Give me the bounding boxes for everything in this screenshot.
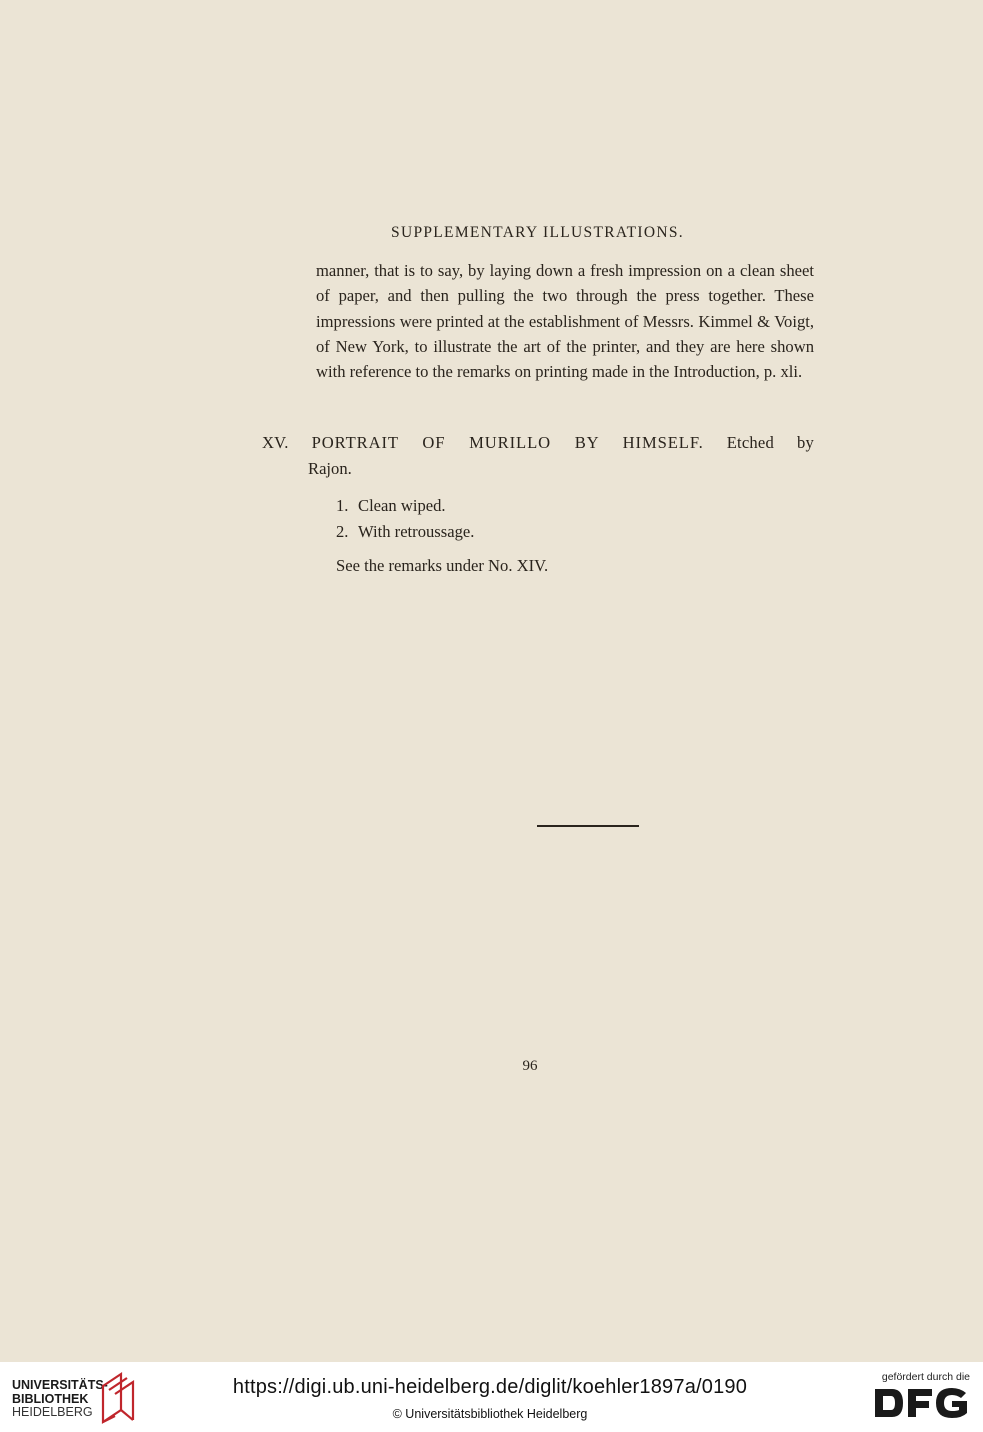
entry-number: XV. <box>262 433 289 452</box>
library-name-line: HEIDELBERG <box>12 1405 93 1419</box>
entry-etched-by: Etched by <box>726 433 814 452</box>
dfg-logo-icon[interactable] <box>872 1383 970 1423</box>
states-list <box>336 493 474 545</box>
entry-heading <box>262 430 814 456</box>
library-logo-icon[interactable] <box>99 1370 139 1425</box>
funded-by-label: gefördert durch die <box>881 1371 970 1383</box>
state-label: Clean wiped. <box>358 496 446 515</box>
library-name-line: BIBLIOTHEK <box>12 1391 89 1406</box>
section-rule <box>537 825 639 827</box>
library-name-line: UNIVERSITÄTS- <box>12 1378 108 1392</box>
viewer-footer <box>0 1362 983 1432</box>
body-paragraph: manner, that is to say, by laying down a fresh impression on a clean sheet of paper, and then pulling the two through the press together. These impressions were printed at the establishment of Messrs. Kimmel & Voigt, of New York, to illustrate the art of the printer, and they are here shown with reference to the remarks on printing made in the Introduction, p. xli. <box>316 261 814 382</box>
entry-artist: Rajon. <box>308 459 352 478</box>
permalink-url[interactable]: https://digi.ub.uni-heidelberg.de/diglit/koehler1897a/0190 <box>232 1376 748 1398</box>
state-label: With retroussage. <box>358 522 475 541</box>
entry-title: PORTRAIT OF MURILLO BY HIMSELF. <box>311 433 704 452</box>
page-number: 96 <box>522 1058 538 1074</box>
running-head: SUPPLEMENTARY ILLUSTRATIONS. <box>391 224 684 241</box>
see-also-note: See the remarks under No. XIV. <box>336 556 549 575</box>
state-number: 2. <box>336 522 349 541</box>
list-item <box>336 493 474 519</box>
copyright-notice: © Universitätsbibliothek Heidelberg <box>392 1407 588 1421</box>
list-item <box>336 519 474 545</box>
state-number: 1. <box>336 496 349 515</box>
library-name[interactable] <box>12 1379 108 1420</box>
